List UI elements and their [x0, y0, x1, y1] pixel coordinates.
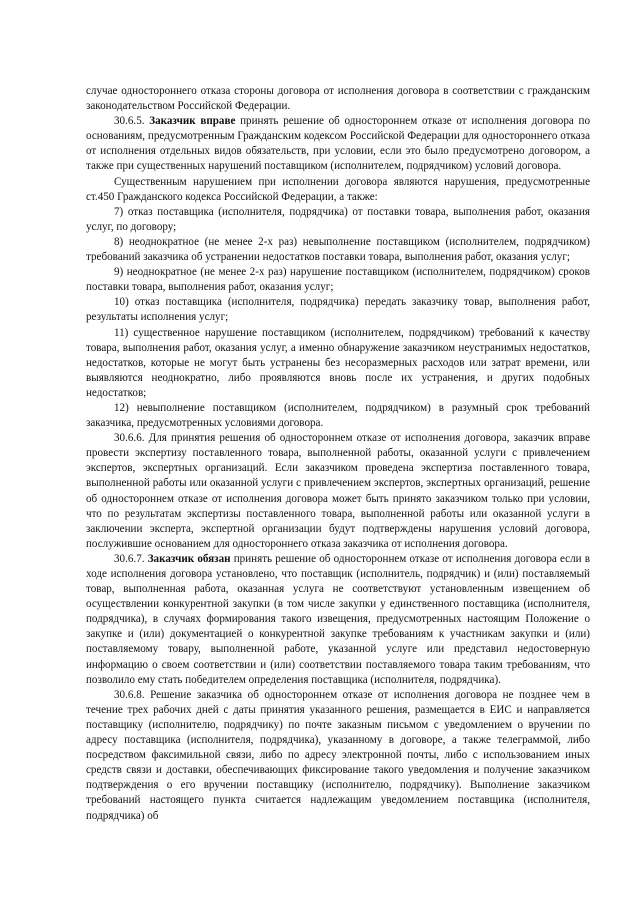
- list-item: 10) отказ поставщика (исполнителя, подрядчика) передать заказчику товар, выполнения работ, результаты исполнения услуг;: [86, 296, 590, 324]
- paragraph: 30.6.8. Решение заказчика об одностороннем отказе от исполнения договора не позднее чем в течение трех рабочих дней с даты принятия указанного решения, размещается в ЕИС и направляется поставщику (исполнителю, подрядчику) по почте заказным письмом с уведомлением о вручении по адресу поставщика (исполнителя, подрядчика), указанному в договоре, а также телеграммой, либо посредством факсимильной связи, либо по адресу электронной почты, либо с использованием иных средств связи и доставки, обеспечивающих фиксирование такого уведомления и получение заказчиком подтверждения о его вручении поставщику (исполнителю, подрядчику). Выполнение заказчиком требований настоящего пункта считается надлежащим уведомлением поставщика (исполнителя, подрядчика) об: [86, 688, 590, 822]
- paragraph: 30.6.7. Заказчик обязан принять решение об одностороннем отказе от исполнения договора если в ходе исполнения договора установлено, что поставщик (исполнитель, подрядчик) и (или) поставляемый товар, выполненная работа, оказанная услуга не соответствуют установленным извещением об осуществлении конкурентной закупки (в том числе закупки у единственного поставщика (исполнителя, подрядчика), в случаях формирования такого извещения, предусмотренных настоящим Положение о закупке и (или) документацией о конкурентной закупке требованиям к участникам закупки и (или) поставляемому товару, выполненной работе, указанной услуге или представил недостоверную информацию о своем соответствии и (или) соответствии поставляемого товара таким требованиям, что позволило ему стать победителем определения поставщика (исполнителя, подрядчика).: [86, 552, 590, 686]
- paragraph: Существенным нарушением при исполнении договора являются нарушения, предусмотренные ст.450 Гражданского кодекса Российской Федерации, а также:: [86, 175, 590, 203]
- emphasis: Заказчик обязан: [147, 552, 231, 565]
- list-item: 9) неоднократное (не менее 2-х раз) нарушение поставщиком (исполнителем, подрядчиком) сроков поставки товара, выполнения работ, оказания услуг;: [86, 266, 590, 294]
- list-item: 11) существенное нарушение поставщиком (исполнителем, подрядчиком) требований к качеству товара, выполнения работ, оказания услуг, а именно обнаружение заказчиком неустранимых недостатков, недостатков, которые не могут быть устранены без несоразмерных расходов или затрат времени, или выявляются неоднократно, либо проявляются вновь после их устранения, и других подобных недостатков;: [86, 326, 590, 399]
- emphasis: Заказчик вправе: [149, 115, 236, 128]
- list-item: 12) невыполнение поставщиком (исполнителем, подрядчиком) в разумный срок требований заказчика, предусмотренных условиями договора.: [86, 401, 590, 430]
- list-item: 7) отказ поставщика (исполнителя, подрядчика) от поставки товара, выполнения работ, оказания услуг, по договору;: [86, 205, 590, 233]
- paragraph: случае одностороннего отказа стороны договора от исполнения договора в соответствии с гражданским законодательством Российской Федерации.: [86, 85, 590, 113]
- paragraph: 30.6.5. Заказчик вправе принять решение об одностороннем отказе от исполнения договора по основаниям, предусмотренным Гражданским кодексом Российской Федерации для одностороннего отказа от исполнения отдельных видов обязательств, при условии, если это было предусмотрено договором, а также при существенных нарушений поставщиком (исполнителем, подрядчиком) условий договора.: [86, 115, 590, 173]
- paragraph: 30.6.6. Для принятия решения об одностороннем отказе от исполнения договора, заказчик вправе провести экспертизу поставленного товара, выполненной работы, оказанной услуги с привлечением экспертов, экспертных организаций. Если заказчиком проведена экспертиза поставленного товара, выполненной работы или оказанной услуги с привлечением экспертов, экспертных организаций, решение об одностороннем отказе от исполнения договора может быть принято заказчиком только при условии, что по результатам экспертизы поставленного товара, выполненной работы или оказанной услуги в заключении эксперта, экспертной организации будут подтверждены нарушения условий договора, послужившие основанием для одностороннего отказа заказчика от исполнения договора.: [86, 432, 590, 550]
- list-item: 8) неоднократное (не менее 2-х раз) невыполнение поставщиком (исполнителем, подрядчиком) требований заказчика об устранении недостатков поставки товара, выполнения работ, оказания услуг;: [86, 235, 590, 264]
